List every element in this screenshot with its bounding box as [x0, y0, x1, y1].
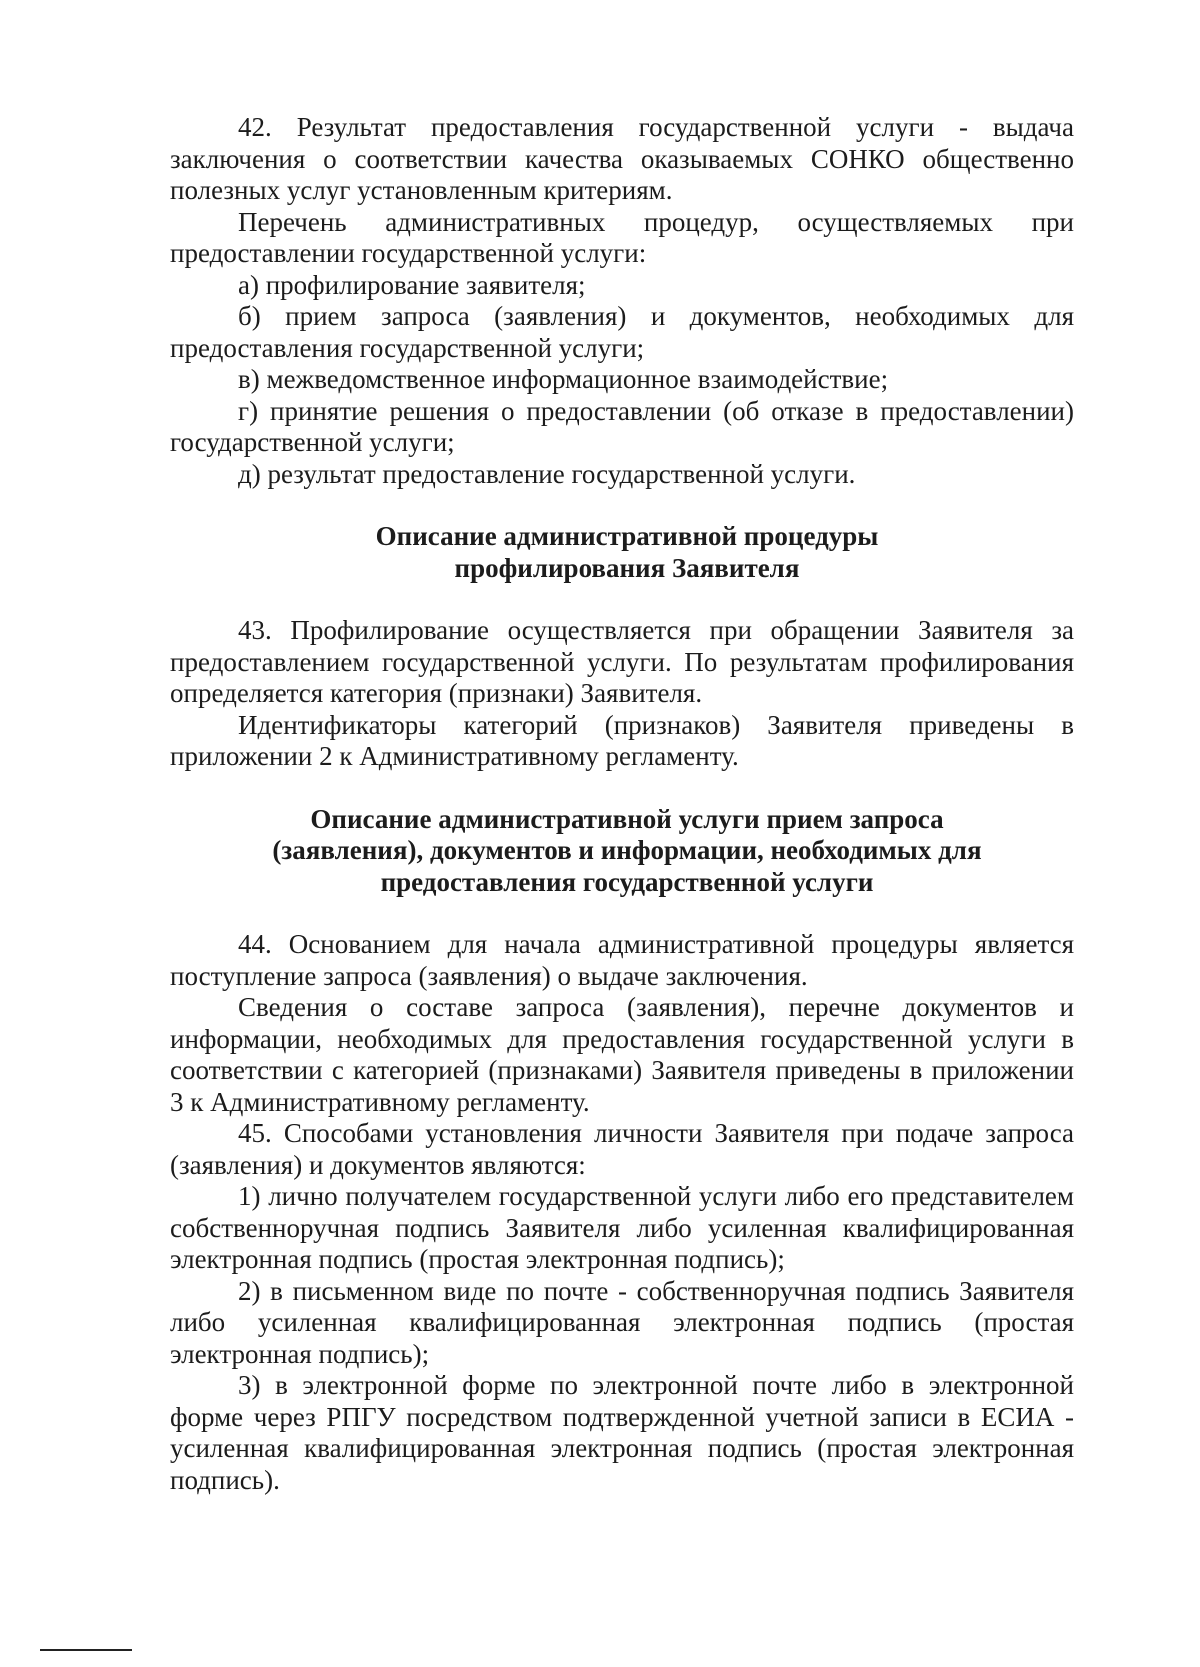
list-item-e: д) результат предоставление государственной услуги. — [238, 458, 856, 489]
list-item-1: 1) лично получателем государственной услуги либо его представителем собственноручная подпись Заявителя либо усиленная квалифицированная электронная подпись (простая электронная подпись); — [170, 1181, 1074, 1274]
paragraph-44: 44. Основанием для начала административной процедуры является поступление запроса (заявления) о выдаче заключения. — [170, 929, 1074, 991]
section-heading-line: (заявления), документов и информации, необходимых для — [272, 835, 982, 865]
paragraph-identifiers: Идентификаторы категорий (признаков) Заявителя приведены в приложении 2 к Административному регламенту. — [170, 709, 1074, 771]
section-heading-request-intake — [170, 804, 1074, 899]
section-heading-line: предоставления государственной услуги — [380, 866, 874, 897]
list-item-a: а) профилирование заявителя; — [238, 269, 586, 300]
list-item-d: г) принятие решения о предоставлении (об отказе в предоставлении) государственной услуги; — [170, 395, 1074, 457]
section-heading-line: профилирования Заявителя — [454, 552, 800, 583]
paragraph-42: 42. Результат предоставления государственной услуги - выдача заключения о соответствии качества оказываемых СОНКО общественно полезных услуг установленным критериям. — [170, 112, 1074, 205]
list-item-3: 3) в электронной форме по электронной почте либо в электронной форме через РПГУ посредством подтвержденной учетной записи в ЕСИА - усиленная квалифицированная электронная подпись (простая электронная подпись). — [170, 1370, 1074, 1495]
list-item-b: б) прием запроса (заявления) и документов, необходимых для предоставления государственной услуги; — [170, 301, 1074, 363]
section-heading-line: Описание административной услуги прием запроса — [310, 803, 944, 834]
document-page — [170, 112, 1074, 1496]
paragraph-43: 43. Профилирование осуществляется при обращении Заявителя за предоставлением государственной услуги. По результатам профилирования определяется категория (признаки) Заявителя. — [170, 615, 1074, 708]
scan-edge-mark — [40, 1649, 132, 1651]
section-heading-line: Описание административной процедуры — [375, 521, 879, 551]
paragraph-request-composition: Сведения о составе запроса (заявления), перечне документов и информации, необходимых для предоставления государственной услуги в соответствии с категорией (признаками) Заявителя приведены в приложении 3 к Административному регламенту. — [170, 992, 1074, 1117]
list-item-2: 2) в письменном виде по почте - собственноручная подпись Заявителя либо усиленная квалифицированная электронная подпись (простая электронная подпись); — [170, 1275, 1074, 1369]
paragraph-procedures-list-intro: Перечень административных процедур, осуществляемых при предоставлении государственной услуги: — [170, 206, 1074, 268]
section-heading-profiling — [170, 521, 1074, 584]
list-item-c: в) межведомственное информационное взаимодействие; — [238, 364, 889, 394]
paragraph-45: 45. Способами установления личности Заявителя при подаче запроса (заявления) и документов являются: — [170, 1118, 1074, 1180]
